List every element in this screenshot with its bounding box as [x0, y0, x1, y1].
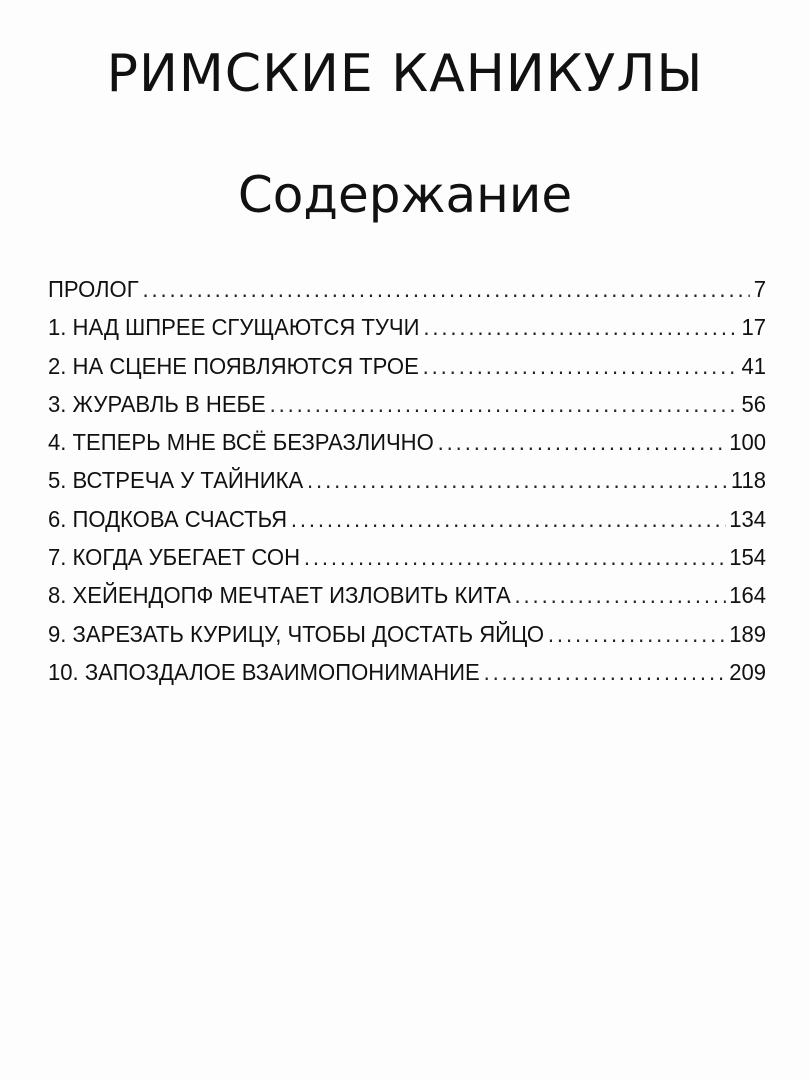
toc-entry-label: 5. ВСТРЕЧА У ТАЙНИКА — [48, 467, 304, 494]
table-of-contents — [48, 276, 796, 697]
toc-dot-leader — [548, 621, 725, 648]
toc-entry-page: 209 — [729, 658, 767, 685]
toc-entry — [48, 314, 766, 352]
toc-dot-leader — [307, 467, 727, 494]
toc-entry — [48, 544, 766, 582]
toc-entry-page: 100 — [729, 429, 767, 456]
toc-dot-leader — [143, 276, 750, 303]
toc-entry — [48, 506, 766, 544]
toc-entry-page: 41 — [741, 352, 767, 379]
toc-dot-leader — [515, 582, 726, 609]
toc-entry-page: 17 — [741, 314, 767, 341]
toc-entry-page: 164 — [729, 582, 767, 609]
toc-entry — [48, 582, 766, 620]
toc-entry-label: 8. ХЕЙЕНДОПФ МЕЧТАЕТ ИЗЛОВИТЬ КИТА — [48, 582, 511, 609]
toc-dot-leader — [484, 659, 726, 686]
toc-dot-leader — [270, 391, 738, 418]
toc-entry-label: 4. ТЕПЕРЬ МНЕ ВСЁ БЕЗРАЗЛИЧНО — [48, 429, 434, 456]
toc-entry-label: 10. ЗАПОЗДАЛОЕ ВЗАИМОПОНИМАНИЕ — [48, 658, 480, 685]
toc-entry — [48, 659, 766, 697]
toc-entry-label: 7. КОГДА УБЕГАЕТ СОН — [48, 544, 301, 571]
contents-heading: Содержание — [237, 166, 573, 224]
toc-entry-label: 1. НАД ШПРЕЕ СГУЩАЮТСЯ ТУЧИ — [48, 314, 420, 341]
toc-entry — [48, 353, 766, 391]
toc-entry-page: 134 — [729, 505, 767, 532]
toc-entry-page: 118 — [730, 467, 767, 494]
toc-entry — [48, 621, 766, 659]
toc-dot-leader — [304, 544, 726, 571]
toc-dot-leader — [423, 353, 738, 380]
toc-dot-leader — [423, 314, 737, 341]
toc-entry-label: 6. ПОДКОВА СЧАСТЬЯ — [48, 505, 288, 532]
toc-entry — [48, 467, 766, 505]
toc-entry — [48, 276, 766, 314]
toc-entry-label: ПРОЛОГ — [48, 276, 139, 302]
toc-entry-page: 56 — [741, 390, 767, 417]
toc-entry-page: 154 — [729, 544, 767, 571]
toc-entry — [48, 429, 766, 467]
toc-entry — [48, 391, 766, 429]
toc-dot-leader — [438, 429, 726, 456]
toc-entry-label: 9. ЗАРЕЗАТЬ КУРИЦУ, ЧТОБЫ ДОСТАТЬ ЯЙЦО — [48, 620, 545, 647]
book-title: РИМСКИЕ КАНИКУЛЫ — [106, 44, 704, 104]
toc-entry-label: 2. НА СЦЕНЕ ПОЯВЛЯЮТСЯ ТРОЕ — [48, 352, 419, 379]
toc-dot-leader — [291, 506, 726, 533]
toc-entry-page: 7 — [753, 276, 767, 302]
toc-entry-label: 3. ЖУРАВЛЬ В НЕБЕ — [48, 390, 266, 417]
toc-entry-page: 189 — [729, 620, 767, 647]
